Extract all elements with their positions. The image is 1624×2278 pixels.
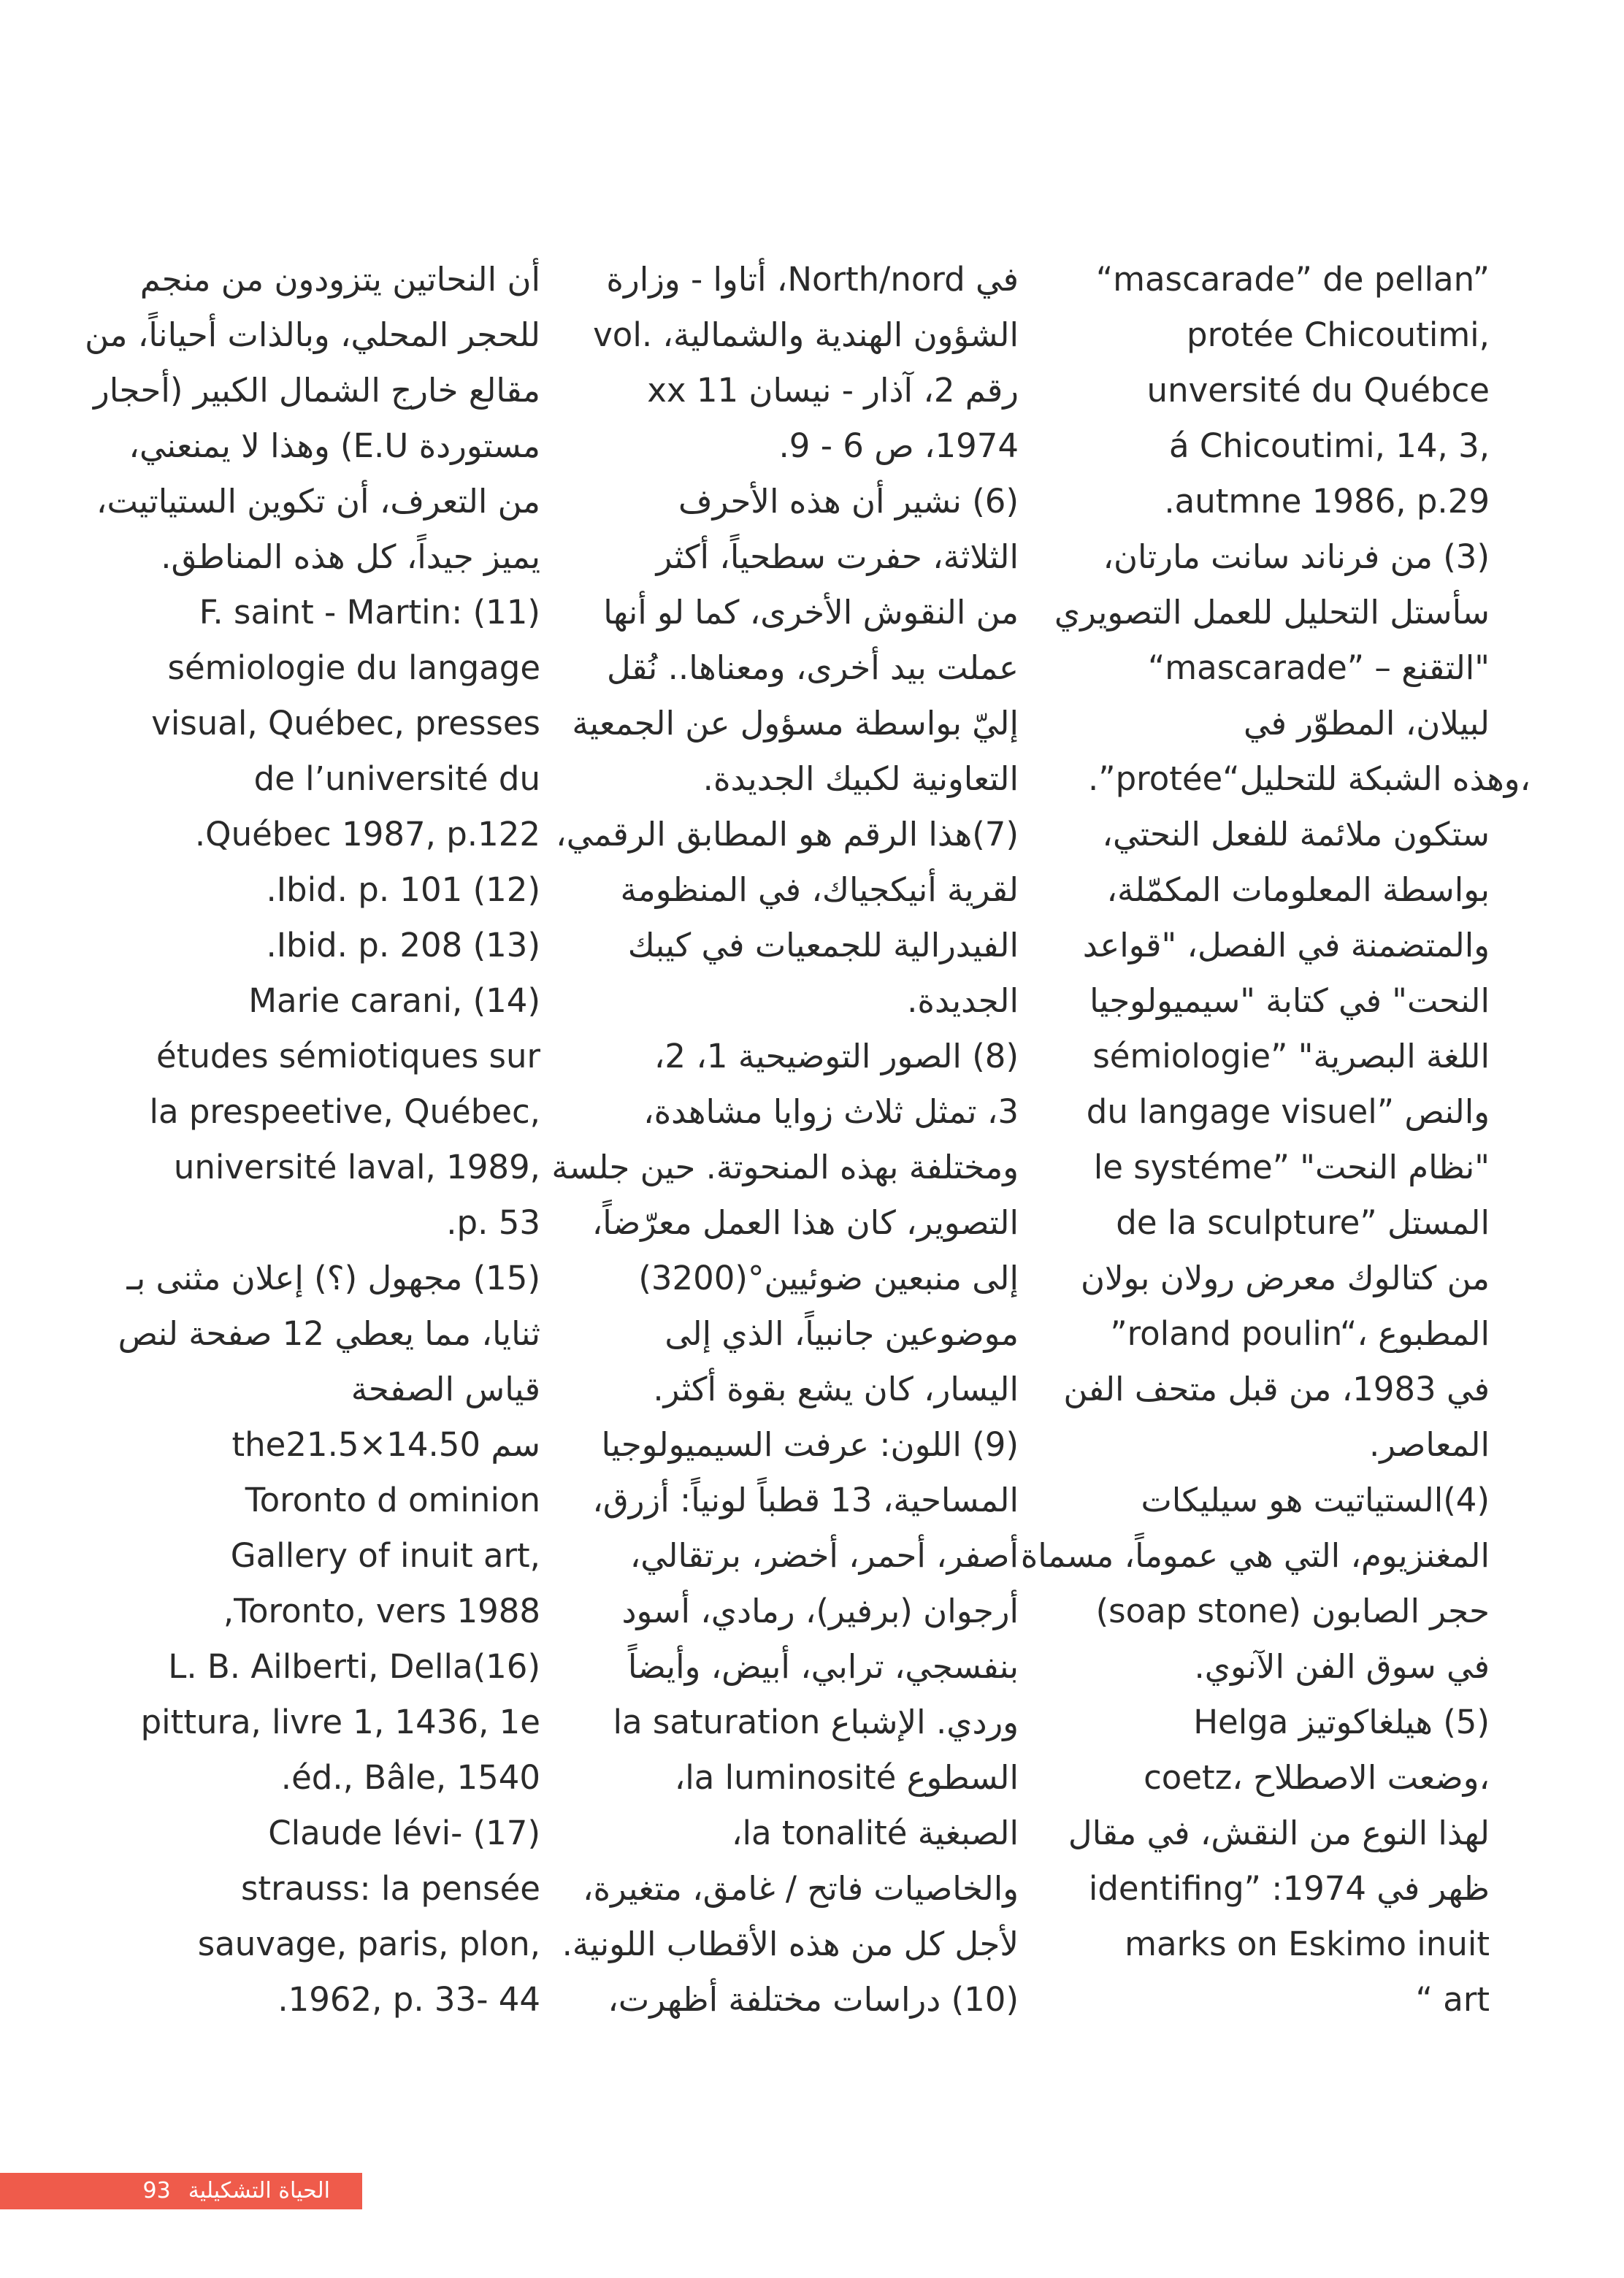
text-line: أصفر، أحمر، أخضر، برتقالي، <box>629 1536 1019 1575</box>
text-line: strauss: la pensée <box>240 1869 540 1908</box>
text-line: "التقنع – ”mascarade“ <box>1147 648 1490 687</box>
text-line: visual, Québec, presses <box>151 704 540 743</box>
text-line: .éd., Bâle, 1540 <box>280 1758 540 1797</box>
text-line: اللغة البصرية" ”sémiologie <box>1092 1037 1490 1075</box>
text-line: لأجل كل من هذه الأقطاب اللونية. <box>562 1925 1019 1963</box>
text-line: سأستل التحليل للعمل التصويري <box>1054 593 1490 632</box>
text-line: marks on Eskimo inuit <box>1125 1925 1490 1963</box>
column-right <box>1020 252 1531 2028</box>
text-line: études sémiotiques sur <box>156 1037 540 1075</box>
text-line: أرجوان (برفير)، رمادي، أسود <box>621 1592 1019 1630</box>
text-line: ستكون ملائمة للفعل النحتي، <box>1102 815 1490 854</box>
footer-bar <box>0 2173 362 2209</box>
text-line: من كتالوك معرض رولان بولان <box>1080 1259 1490 1297</box>
text-line: the21.5×14.50 سم <box>231 1425 540 1464</box>
text-line: المغنزيوم، التي هي عموماً، مسماة <box>1020 1536 1490 1575</box>
text-line: التصوير، كان هذا العمل معرّضاً، <box>591 1203 1019 1242</box>
text-line: والخاصيات فاتح / غامق، متغيرة، <box>582 1869 1019 1908</box>
text-line: والمتضمنة في الفصل، "قواعد <box>1082 926 1490 964</box>
text-line: للحجر المحلي، وبالذات أحياناً، من <box>85 315 540 354</box>
text-line: إلى منبعين ضوئيين°(3200) <box>638 1259 1019 1297</box>
text-line: (4)الستياتيت هو سيليكات <box>1141 1481 1490 1519</box>
text-line: بواسطة المعلومات المكمّلة، <box>1106 870 1490 909</box>
text-line: sauvage, paris, plon, <box>197 1925 540 1963</box>
text-line: لقرية أنيكجياك، في المنظومة <box>620 870 1019 909</box>
text-line: de l’université du <box>253 759 540 798</box>
text-line: 1974، ص 6 - 9. <box>778 426 1019 465</box>
text-line: (10) دراسات مختلفة أظهرت، <box>608 1980 1019 2019</box>
column-left <box>85 252 540 2028</box>
text-line: مستوردة E.U) وهذا لا يمنعني، <box>129 426 540 465</box>
text-line: "نظام النحت" ”le systéme <box>1093 1148 1490 1186</box>
text-line: F. saint - Martin: (11) <box>199 593 540 632</box>
text-line: coetz، وضعت الاصطلاح، <box>1144 1758 1490 1797</box>
text-line: والنص ”du langage visuel <box>1086 1092 1490 1131</box>
text-line: التعاونية لكبيك الجديدة. <box>702 759 1019 798</box>
text-line: .”protée“وهذه الشبكة للتحليل، <box>1088 759 1531 798</box>
column-middle <box>551 252 1019 2028</box>
text-line: من النقوش الأخرى، كما لو أنها <box>603 593 1019 632</box>
text-line: ثنايا، مما يعطي 12 صفحة لنص <box>118 1314 540 1353</box>
text-line: النحت" في كتابة "سيميولوجيا <box>1089 981 1490 1020</box>
text-line: á Chicoutimi, 14, 3, <box>1168 426 1490 465</box>
text-line: مقالع خارج الشمال الكبير (أحجار <box>93 371 540 410</box>
footer-label <box>143 2176 330 2206</box>
text-line: L. B. Ailberti, Della(16) <box>168 1647 540 1686</box>
text-line: ومختلفة بهذه المنحوتة. حين جلسة <box>551 1148 1019 1186</box>
text-line: (3) من فرناند سانت مارتان، <box>1103 537 1490 576</box>
text-line: 3، تمثل ثلاث زوايا مشاهدة، <box>643 1092 1019 1131</box>
text-line: .p. 53 <box>446 1203 540 1242</box>
text-line: (5) هيلغاكوتيز Helga <box>1193 1703 1490 1741</box>
text-line: Gallery of inuit art, <box>230 1536 540 1575</box>
text-line: (8) الصور التوضيحية 1، 2، <box>654 1037 1019 1075</box>
text-line: لبيلان، المطوّر في <box>1243 704 1490 743</box>
text-line: “ art <box>1415 1980 1490 2019</box>
text-line: عملت بيد أخرى، ومعناها.. نُقل <box>606 648 1019 687</box>
text-line: يميز جيداً، كل هذه المناطق. <box>161 537 540 576</box>
text-line: المعاصر. <box>1369 1425 1490 1464</box>
text-line: Claude lévi- (17) <box>268 1814 540 1852</box>
text-line: بنفسجي، ترابي، أبيض، وأيضاً <box>627 1647 1019 1686</box>
text-line: وردي. الإشباع la saturation <box>613 1703 1019 1741</box>
text-line: ”roland poulin“، المطبوع <box>1110 1314 1490 1353</box>
magazine-title: الحياة التشكيلية <box>188 2178 330 2204</box>
text-line: xx 11 رقم 2، آذار - نيسان <box>647 371 1019 410</box>
text-line: (6) نشير أن هذه الأحرف <box>678 482 1019 521</box>
text-line: .Ibid. p. 208 (13) <box>266 926 540 964</box>
text-line: الصبغية la tonalité، <box>731 1814 1019 1852</box>
text-line: (15) مجهول (؟) إعلان مثنى بـ <box>126 1259 540 1297</box>
text-line: Toronto d ominion <box>245 1481 540 1519</box>
text-line: إليّ بواسطة مسؤول عن الجمعية <box>572 704 1019 743</box>
text-line: ,Toronto, vers 1988 <box>223 1592 540 1630</box>
text-line: ظهر في 1974: ”identifing <box>1088 1869 1490 1908</box>
text-line: “mascarade” de pellan” <box>1095 260 1490 299</box>
text-line: .Québec 1987, p.122 <box>194 815 540 854</box>
text-line: في North/nord، أتاوا - وزارة <box>606 260 1019 299</box>
text-line: أن النحاتين يتزودون من منجم <box>139 260 540 299</box>
text-line: في سوق الفن الآنوي. <box>1194 1647 1490 1686</box>
text-line: قياس الصفحة <box>351 1370 540 1408</box>
text-line: (7)هذا الرقم هو المطابق الرقمي، <box>556 815 1019 854</box>
text-line: حجر الصابون (soap stone) <box>1095 1592 1490 1630</box>
text-line: الجديدة. <box>907 981 1019 1020</box>
text-line: السطوع la luminosité، <box>674 1758 1019 1797</box>
text-line: .1962, p. 33- 44 <box>277 1980 540 2019</box>
text-line: université laval, 1989, <box>173 1148 540 1186</box>
text-line: المساحية، 13 قطباً لونياً: أزرق، <box>592 1481 1019 1519</box>
text-line: المستل ”de la sculpture <box>1116 1203 1490 1242</box>
text-line: sémiologie du langage <box>167 648 540 687</box>
text-line: لهذا النوع من النقش، في مقال <box>1068 1814 1490 1852</box>
text-line: .autmne 1986, p.29 <box>1164 482 1490 521</box>
text-line: موضوعين جانبياً، الذي إلى <box>664 1314 1019 1353</box>
text-line: اليسار، كان يشع بقوة أكثر. <box>653 1370 1019 1408</box>
text-line: pittura, livre 1, 1436, 1e <box>140 1703 540 1741</box>
text-line: الفيدرالية للجمعيات في كيبك <box>627 926 1019 964</box>
text-line: من التعرف، أن تكوين الستياتيت، <box>96 482 540 521</box>
text-line: (9) اللون: عرفت السيميولوجيا <box>601 1425 1019 1464</box>
text-line: la prespeetive, Québec, <box>149 1092 540 1131</box>
text-line: الثلاثة، حفرت سطحياً، أكثر <box>656 537 1019 576</box>
text-line: الشؤون الهندية والشمالية، .vol <box>593 315 1019 354</box>
text-line: في 1983، من قبل متحف الفن <box>1063 1370 1490 1408</box>
text-line: .Ibid. p. 101 (12) <box>266 870 540 909</box>
text-line: protée Chicoutimi, <box>1187 315 1490 354</box>
page-number: 93 <box>142 2178 171 2204</box>
text-line: Marie carani, (14) <box>248 981 540 1020</box>
text-line: unversité du Québce <box>1146 371 1490 410</box>
